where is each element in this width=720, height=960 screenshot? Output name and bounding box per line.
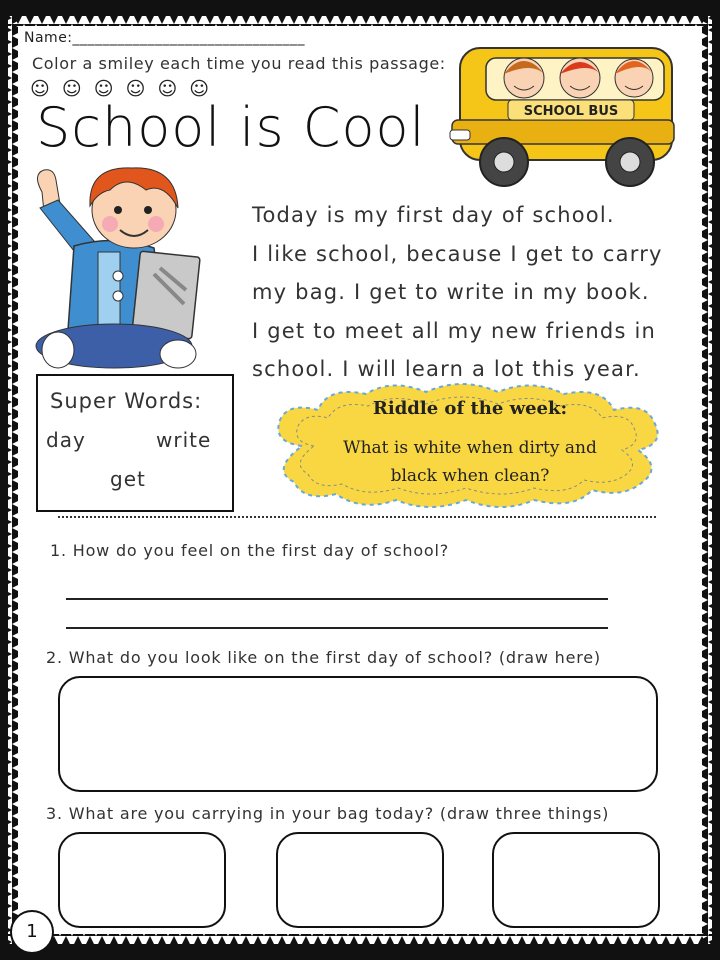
riddle-line: What is white when dirty and: [343, 438, 597, 458]
super-word: day: [46, 428, 86, 452]
wheel-icon: [480, 138, 528, 186]
section-divider: [58, 516, 656, 518]
page-title: School is Cool: [36, 96, 426, 159]
answer-line[interactable]: [66, 598, 608, 600]
drawing-box-small[interactable]: [276, 832, 444, 928]
name-field[interactable]: [24, 30, 305, 46]
super-word: write: [156, 428, 212, 452]
reading-passage: [252, 196, 692, 389]
passage-line: I get to meet all my new friends in: [252, 318, 657, 343]
passage-line: school. I will learn a lot this year.: [252, 357, 641, 381]
boy-reading-illustration: [14, 164, 238, 376]
passage-line: Today is my first day of school.: [252, 203, 615, 227]
child-face-icon: [504, 58, 544, 98]
drawing-box-small[interactable]: [492, 832, 660, 928]
riddle-title: Riddle of the week:: [372, 398, 568, 419]
question-3: 3. What are you carrying in your bag today? (draw three things): [46, 804, 610, 823]
question-2: 2. What do you look like on the first day of school? (draw here): [46, 648, 601, 667]
name-blank-line[interactable]: _______________________________: [72, 30, 306, 46]
reading-instruction: Color a smiley each time you read this passage:: [32, 54, 446, 73]
bus-sign-text: SCHOOL BUS: [523, 104, 619, 119]
smiley-icon[interactable]: ☺: [125, 78, 149, 100]
passage-line: my bag. I get to write in my book.: [252, 280, 650, 304]
super-word: get: [110, 467, 146, 491]
drawing-box[interactable]: [58, 676, 658, 792]
smiley-icon[interactable]: ☺: [189, 78, 213, 100]
question-1: 1. How do you feel on the first day of school?: [50, 541, 450, 560]
wheel-icon: [606, 138, 654, 186]
passage-line: I like school, because I get to carry: [252, 241, 663, 266]
name-label: Name:: [24, 30, 73, 46]
smiley-icon[interactable]: ☺: [93, 78, 117, 100]
child-face-icon: [560, 58, 600, 98]
super-words-title: Super Words:: [50, 389, 203, 413]
page-number: 1: [10, 910, 54, 954]
school-bus-illustration: [444, 34, 682, 194]
smiley-icon[interactable]: ☺: [157, 78, 181, 100]
smiley-icon[interactable]: ☺: [61, 78, 85, 100]
drawing-box-small[interactable]: [58, 832, 226, 928]
riddle-question: [300, 434, 640, 490]
riddle-line: black when clean?: [390, 466, 550, 486]
answer-line[interactable]: [66, 627, 608, 629]
child-face-icon: [615, 59, 653, 97]
smiley-icon[interactable]: ☺: [30, 78, 53, 100]
